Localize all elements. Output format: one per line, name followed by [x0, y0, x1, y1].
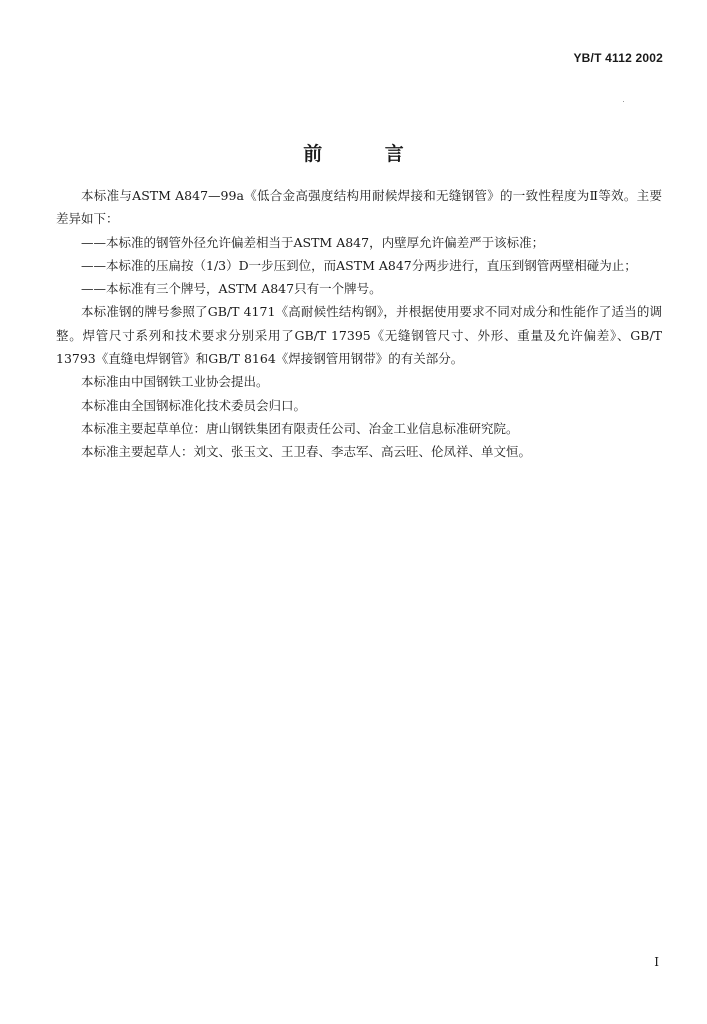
paragraph-proposer: 本标准由中国钢铁工业协会提出。	[81, 374, 269, 390]
paragraph-grades: 本标准钢的牌号参照了GB/T 4171《高耐候性结构钢》，并根据使用要求不同对成分和性能作了适当的调整。焊管尺寸系列和技术要求分别采用了GB/T 17395《无缝钢管尺寸、外形、重量及允许偏差》、GB/T 13793《直缝电焊钢管》和GB/T 8164《焊接钢管用钢带》的有关部分。	[56, 304, 662, 367]
foreword-body	[56, 184, 662, 464]
paragraph-drafters: 本标准主要起草人：刘文、张玉文、王卫春、李志军、高云旺、伦凤祥、单文恒。	[81, 444, 532, 460]
document-code: YB/T 4112 2002	[573, 51, 663, 65]
page-number: I	[654, 955, 659, 969]
scan-speck	[623, 101, 624, 102]
paragraph-centralized: 本标准由全国钢标准化技术委员会归口。	[81, 397, 307, 413]
difference-item: ——本标准有三个牌号，ASTM A847只有一个牌号。	[81, 281, 382, 297]
difference-item: ——本标准的钢管外径允许偏差相当于ASTM A847，内壁厚允许偏差严于该标准；	[81, 234, 545, 250]
paragraph-equivalence: 本标准与ASTM A847—99a《低合金高强度结构用耐候焊接和无缝钢管》的一致性程度为Ⅱ等效。主要差异如下：	[56, 188, 662, 227]
page-title: 前 言	[303, 142, 432, 165]
difference-item: ——本标准的压扁按（1/3）D一步压到位，而ASTM A847分两步进行，直压到钢管两壁相碰为止；	[81, 257, 637, 273]
paragraph-drafting-units: 本标准主要起草单位：唐山钢铁集团有限责任公司、冶金工业信息标准研究院。	[81, 420, 519, 436]
